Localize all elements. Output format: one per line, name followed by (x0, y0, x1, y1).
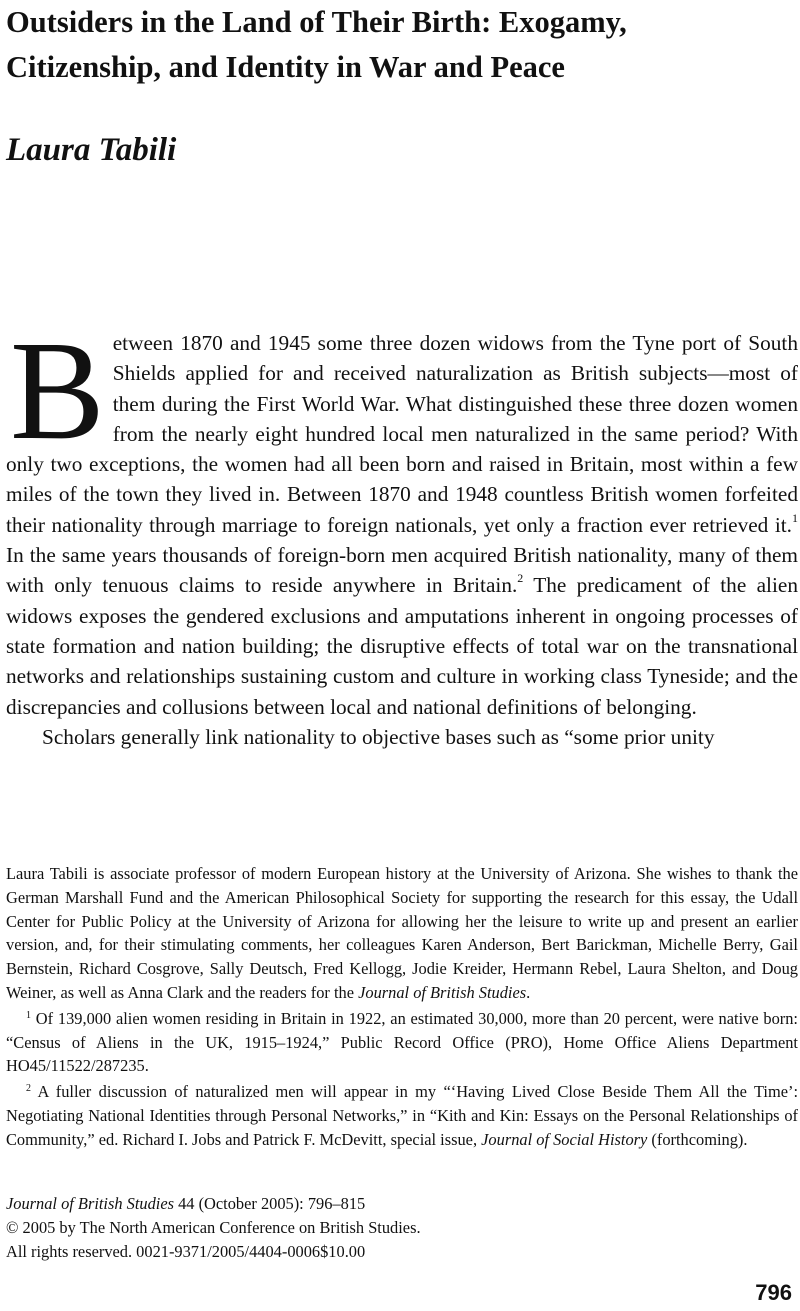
author-bio-note (6, 862, 798, 1005)
title-line-1: Outsiders in the Land of Their Birth: Exogamy, (6, 5, 627, 39)
title-line-2: Citizenship, and Identity in War and Peace (6, 50, 565, 84)
bio-journal-title: Journal of British Studies (358, 982, 527, 1002)
page-number: 796 (755, 1280, 792, 1305)
footnote-1 (6, 1007, 798, 1078)
footnotes (6, 862, 798, 1152)
footnote-2-text-a: A fuller discussion of naturalized men will appear in my “‘Having Lived Close Beside Them All the Time’: Negotiating National Identities through Personal Networks,” in “Kith and Kin: Essays on the Personal Relationships of Community,” ed. Richard I. Jobs and Patrick F. McDevitt, special issue, (6, 1082, 798, 1149)
citation-issue: 44 (October 2005): 796–815 (174, 1194, 366, 1213)
footnote-ref-1[interactable]: 1 (792, 510, 798, 525)
citation-block (6, 1192, 798, 1264)
author-name: Laura Tabili (6, 132, 177, 168)
footnote-1-number: 1 (26, 1009, 31, 1021)
bio-text-a: is associate professor of modern European history at the University of Arizona. She wishes to thank the German Marshall Fund and the American Philosophical Society for supporting the research for this essay, the Udall Center for Public Policy at the University of Arizona for allowing her the leisure to write up and present an earlier version, and, for their stimulating comments, her colleagues Karen Anderson, Bert Barickman, Michelle Berry, Gail Bernstein, Richard Cosgrove, Sally Deutsch, Fred Kellogg, Jodie Kreider, Hermann Rebel, Laura Shelton, and Doug Weiner, as well as Anna Clark and the readers for the (6, 864, 798, 1002)
paragraph-2: Scholars generally link nationality to objective bases such as “some prior unity (42, 724, 715, 749)
footnote-1-text: Of 139,000 alien women residing in Britain in 1922, an estimated 30,000, more than 20 percent, were native born: “Census of Aliens in the UK, 1915–1924,” Public Record Office (PRO), Home Office Aliens Department HO45/11522/287235. (6, 1008, 798, 1076)
footnote-2-journal: Journal of Social History (481, 1129, 648, 1149)
footnote-ref-2[interactable]: 2 (517, 571, 524, 586)
body-text (6, 311, 798, 752)
paragraph-1-part-b: In the same years thousands of foreign-born men acquired British nationality, many of them with only tenuous claims to reside anywhere in Britain. (6, 543, 798, 598)
bio-text-b: . (526, 982, 531, 1002)
paragraph-1 (6, 311, 798, 722)
citation-journal-name: Journal of British Studies (6, 1194, 175, 1213)
citation-line (6, 1192, 798, 1216)
paragraph-1-part-a: etween 1870 and 1945 some three dozen widows from the Tyne port of South Shields applied for and received naturalization as British subjects—most of them during the First World War. What distinguished these three dozen women from the nearly eight hundred local men naturalized in the same period? With only two exceptions, the women had all been born and raised in Britain, most within a few miles of the town they lived in. Between 1870 and 1948 countless British women forfeited their nationality through marriage to foreign nationals, yet only a fraction ever retrieved it. (6, 331, 798, 537)
drop-cap: B (10, 311, 105, 469)
article-title (6, 0, 796, 90)
copyright-line: © 2005 by The North American Conference on British Studies. (6, 1218, 421, 1237)
paragraph-1-part-c: The predicament of the alien widows exposes the gendered exclusions and amputations inherent in ongoing processes of state formation and nation building; the disruptive effects of total war on the transnational networks and relationships sustaining custom and culture in working class Tyneside; and the discrepancies and collusions between local and national definitions of belonging. (6, 573, 798, 719)
footnote-2-text-b: (forthcoming). (647, 1129, 748, 1149)
rights-line: All rights reserved. 0021-9371/2005/4404-0006$10.00 (6, 1242, 366, 1261)
footnote-2 (6, 1080, 798, 1151)
bio-author-name: Laura Tabili (6, 864, 88, 883)
footnote-2-number: 2 (26, 1083, 31, 1095)
